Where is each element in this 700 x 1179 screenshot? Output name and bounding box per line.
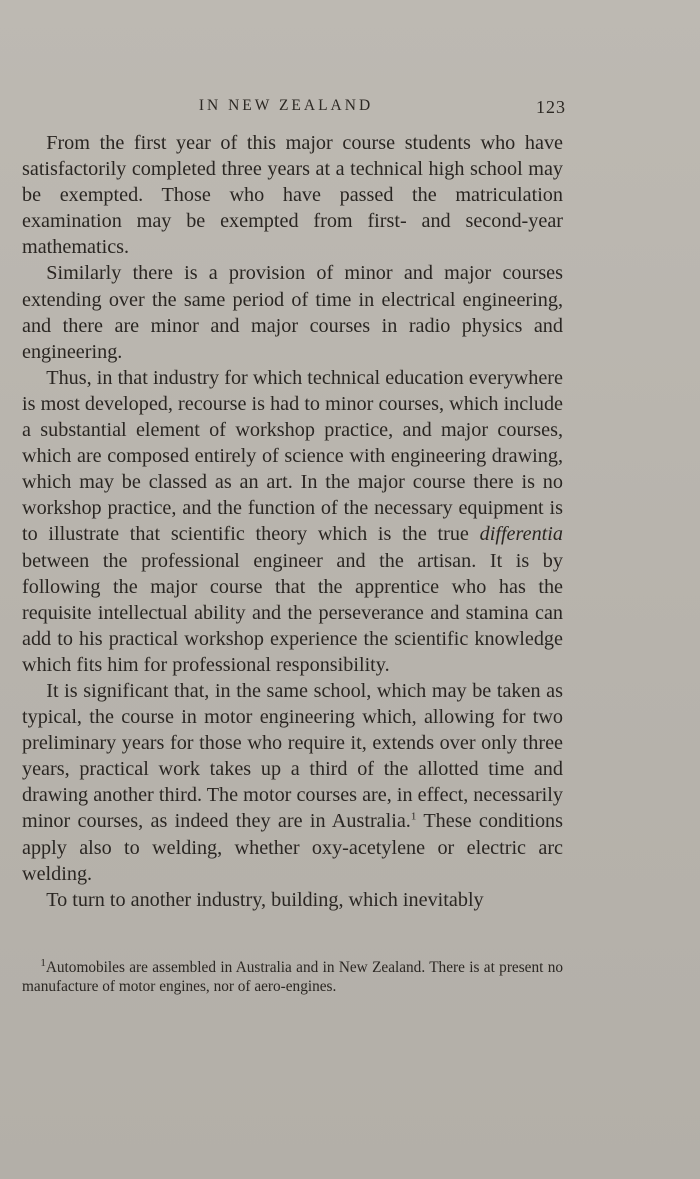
page-number: 123: [536, 97, 566, 117]
running-head: [36, 97, 566, 121]
paragraph-4-text-after: These conditions apply also to welding, whether oxy-acetylene or electric arc welding.: [22, 810, 563, 885]
paragraph-4-text-before: It is significant that, in the same school, which may be taken as typical, the course in motor engineering which, allowing for two preliminary years for those who require it, extends over only three years, practical work takes up a third of the allotted time and drawing another third. The motor courses are, in effect, necessarily minor courses, as indeed they are in Australia.: [22, 679, 563, 833]
paragraph-2: Similarly there is a provision of minor and major courses extending over the same period of time in electrical engineering, and there are minor and major courses in radio physics and engineering.: [22, 262, 563, 363]
paragraph-3-emphasis: differentia: [479, 523, 563, 546]
footnote-reference: 1: [410, 810, 417, 823]
body-text: [22, 130, 563, 913]
paragraph-1: From the first year of this major course students who have satisfactorily completed three years at a technical high school may be exempted. Those who have passed the matriculation examination may be exempted from first- and second-year mathematics.: [22, 132, 563, 259]
paragraph-4: [22, 678, 563, 887]
paragraph-5: To turn to another industry, building, which inevitably: [46, 888, 484, 911]
footnote: [22, 956, 563, 996]
footnote-mark: 1: [40, 956, 46, 969]
paragraph-3-text-before: Thus, in that industry for which technical education everywhere is most developed, recourse is had to minor courses, which include a substantial element of workshop practice, and major courses, which are composed entirely of science with engineering drawing, which may be classed as an art. In the major course there is no workshop practice, and the function of the necessary equipment is to illustrate that scientific theory which is the true: [22, 366, 563, 546]
paragraph-3-text-after: between the professional engineer and the artisan. It is by following the major course that the apprentice who has the requisite intellectual ability and the perseverance and stamina can add to his practical workshop experience the scientific knowledge which fits him for professional responsibility.: [22, 549, 563, 676]
running-title: IN NEW ZEALAND: [198, 97, 374, 114]
footnote-text: Automobiles are assembled in Australia and in New Zealand. There is at present no manufacture of motor engines, nor of aero-engines.: [22, 959, 563, 995]
paragraph-3: [22, 365, 563, 678]
